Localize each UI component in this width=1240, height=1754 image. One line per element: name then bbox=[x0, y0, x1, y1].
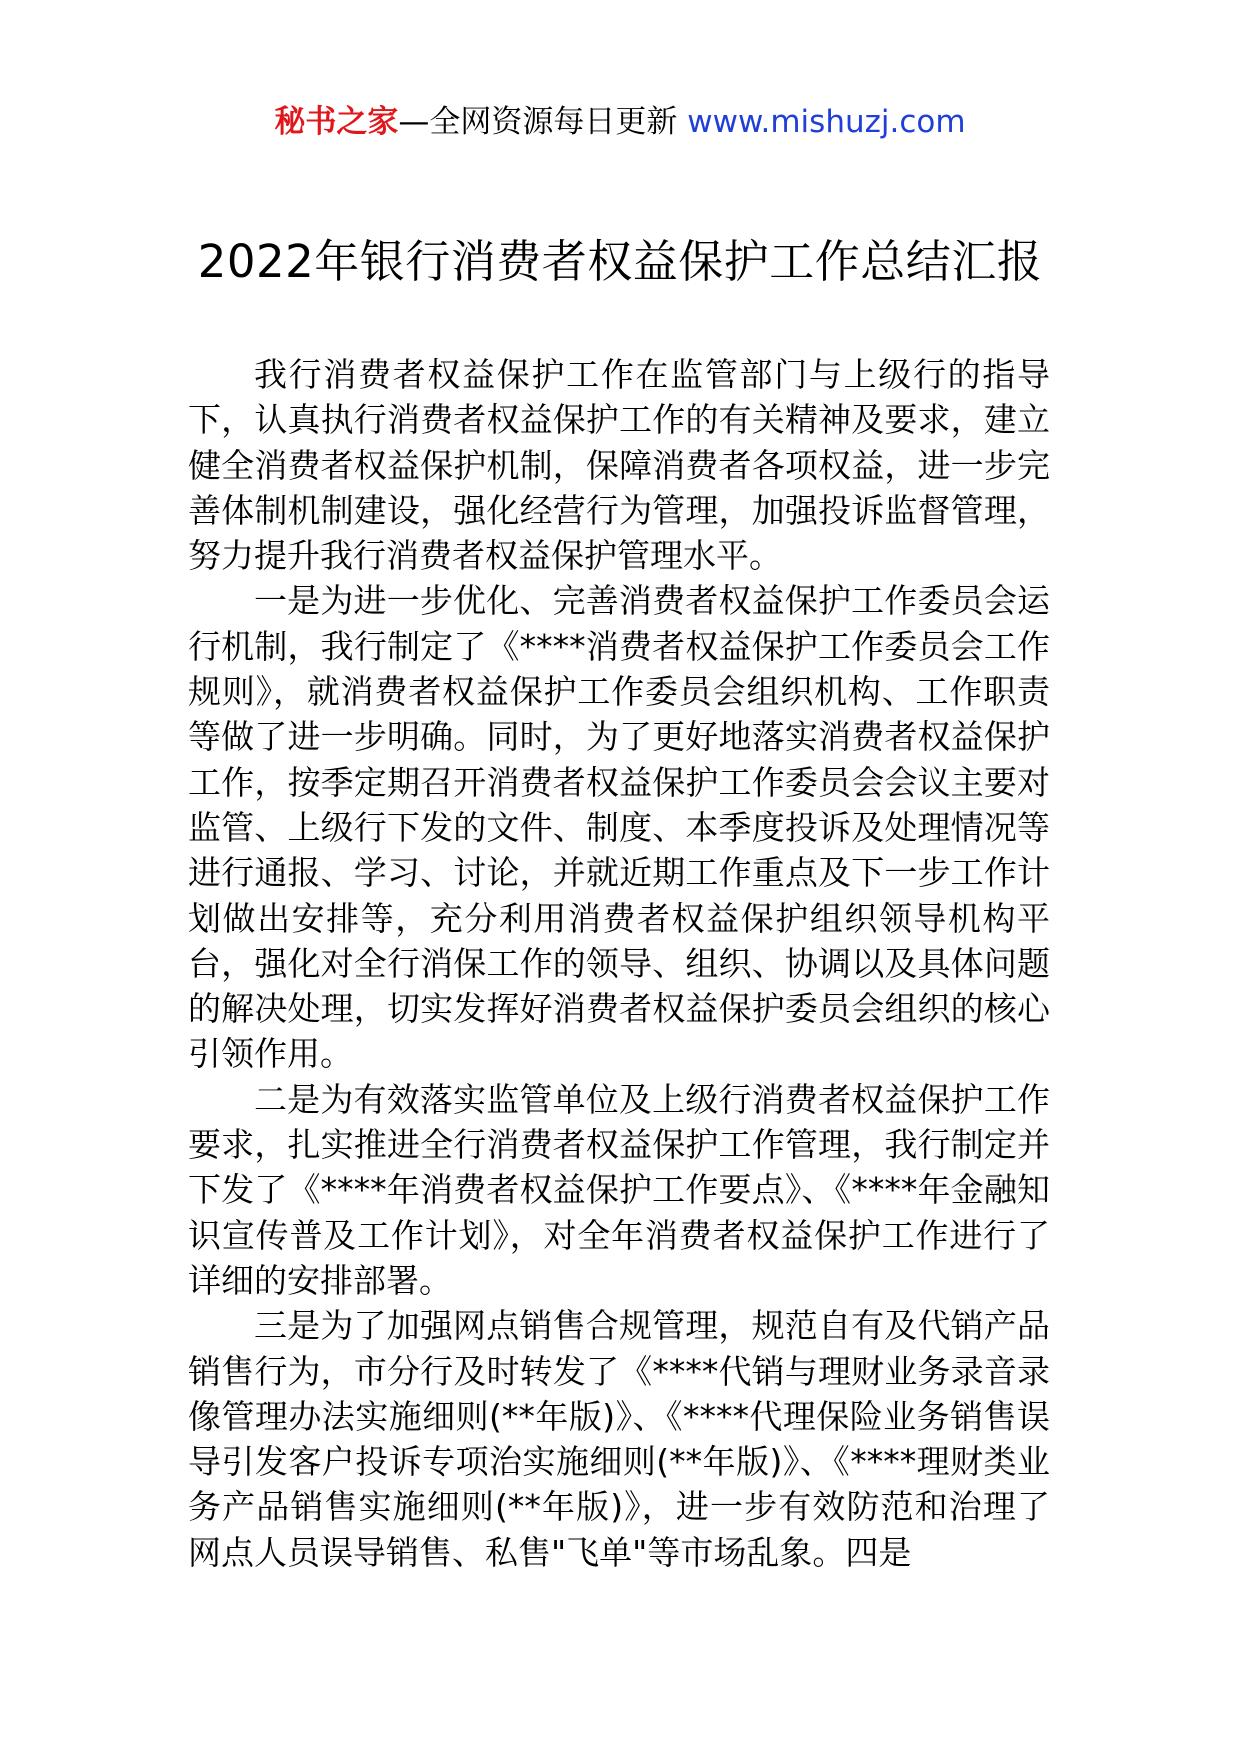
document-body bbox=[188, 352, 1050, 1575]
site-header bbox=[0, 100, 1240, 144]
paragraph-intro: 我行消费者权益保护工作在监管部门与上级行的指导下，认真执行消费者权益保护工作的有关精神及要求，建立健全消费者权益保护机制，保障消费者各项权益，进一步完善体制机制建设，强化经营行为管理，加强投诉监督管理，努力提升我行消费者权益保护管理水平。 bbox=[188, 355, 1050, 576]
paragraph-three: 三是为了加强网点销售合规管理，规范自有及代销产品销售行为，市分行及时转发了《****代销与理财业务录音录像管理办法实施细则(**年版)》、《****代理保险业务销售误导引发客户投诉专项治实施细则(**年版)》、《****理财类业务产品销售实施细则(**年版)》，进一步有效防范和治理了网点人员误导销售、私售"飞单"等市场乱象。四是 bbox=[188, 1306, 1050, 1572]
paragraph-two: 二是为有效落实监管单位及上级行消费者权益保护工作要求，扎实推进全行消费者权益保护工作管理，我行制定并下发了《****年消费者权益保护工作要点》、《****年金融知识宣传普及工作计划》，对全年消费者权益保护工作进行了详细的安排部署。 bbox=[188, 1079, 1050, 1300]
document-title: 2022年银行消费者权益保护工作总结汇报 bbox=[197, 235, 1043, 288]
site-slogan: —全网资源每日更新 bbox=[398, 104, 678, 140]
paragraph-one: 一是为进一步优化、完善消费者权益保护工作委员会运行机制，我行制定了《****消费者权益保护工作委员会工作规则》，就消费者权益保护工作委员会组织机构、工作职责等做了进一步明确。同时，为了更好地落实消费者权益保护工作，按季定期召开消费者权益保护工作委员会会议主要对监管、上级行下发的文件、制度、本季度投诉及处理情况等进行通报、学习、讨论，并就近期工作重点及下一步工作计划做出安排等，充分利用消费者权益保护组织领导机构平台，强化对全行消保工作的领导、组织、协调以及具体问题的解决处理，切实发挥好消费者权益保护委员会组织的核心引领作用。 bbox=[188, 581, 1050, 1074]
site-brand: 秘书之家 bbox=[274, 104, 399, 140]
site-url-link[interactable]: www.mishuzj.com bbox=[687, 104, 966, 140]
